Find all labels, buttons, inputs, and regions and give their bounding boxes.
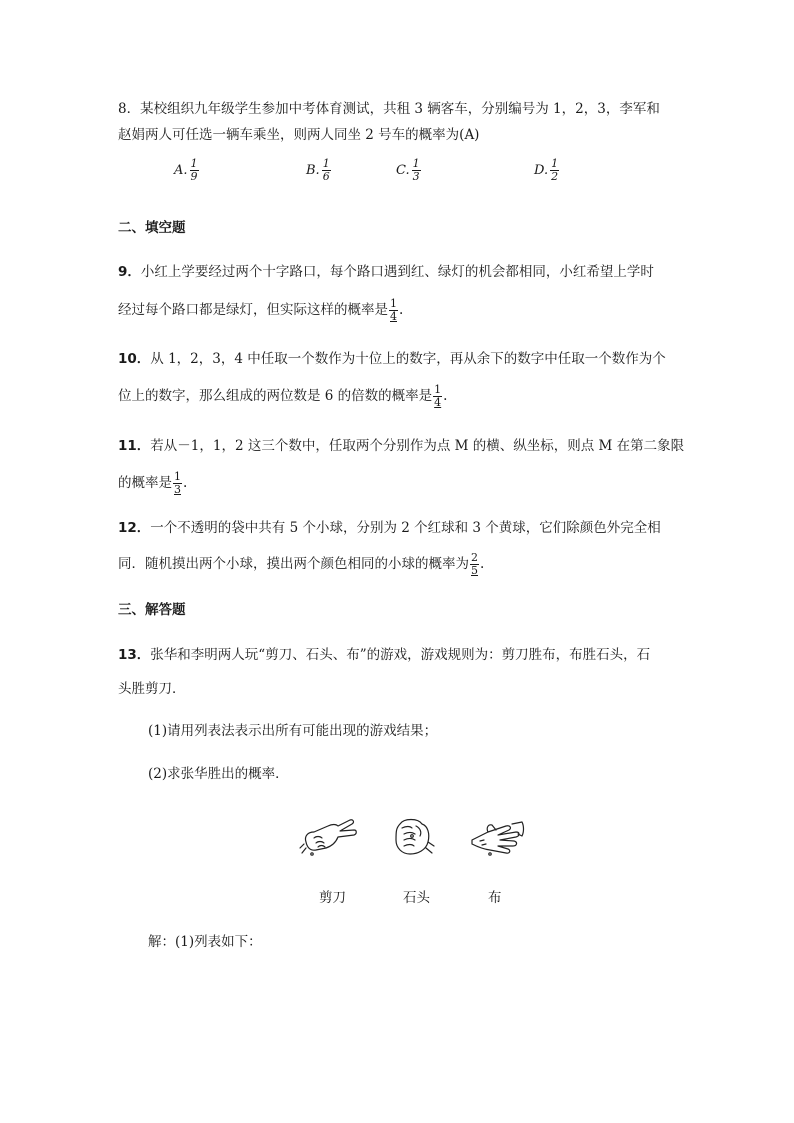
q10-text: 从 1，2，3，4 中任取一个数作为十位上的数字，再从余下的数字中任取一个数作为个 xyxy=(150,351,666,367)
question-number: 12． xyxy=(118,520,151,536)
caption-scissors: 剪刀 xyxy=(319,890,346,906)
q13-line1 xyxy=(118,645,678,665)
q13-subquestion-1: (1)请用列表法表示出所有可能出现的游戏结果； xyxy=(148,723,438,739)
q13-subquestion-2: (2)求张华胜出的概率． xyxy=(148,766,289,782)
rock-fist-icon xyxy=(382,812,444,862)
q13-line2: 头胜剪刀． xyxy=(118,681,186,697)
question-number: 10． xyxy=(118,351,151,367)
paper-palm-icon xyxy=(466,812,528,862)
q13-text: 张华和李明两人玩“剪刀、石头、布”的游戏，游戏规则为：剪刀胜布，布胜石头，石 xyxy=(150,647,651,663)
option-letter: B. xyxy=(306,163,320,178)
q9-line2: 经过每个路口都是绿灯，但实际这样的概率是 $\frac{1}{4}$ . xyxy=(118,297,404,323)
q10-line2: 位上的数字，那么组成的两位数是 6 的倍数的概率是 $\frac{1}{4}$ . xyxy=(118,383,448,409)
q9-line1 xyxy=(118,262,678,282)
option-letter: C. xyxy=(396,163,410,178)
option-fraction: $\frac{1}{9}$ xyxy=(190,157,198,183)
section-heading-fill-in: 二、填空题 xyxy=(118,220,186,236)
q12-line1 xyxy=(118,518,678,538)
option-letter: A. xyxy=(174,163,188,178)
q8-option-b xyxy=(306,158,332,183)
answer-fraction: $\frac{1}{4}$ xyxy=(390,297,397,323)
option-fraction: $\frac{1}{3}$ xyxy=(412,157,420,183)
option-fraction: $\frac{1}{2}$ xyxy=(551,157,559,183)
q10-line1 xyxy=(118,349,678,369)
q11-line2: 的概率是 $\frac{1}{3}$ . xyxy=(118,470,188,496)
q12-line2: 同．随机摸出两个小球，摸出两个颜色相同的小球的概率为 $\frac{2}{5}$ . xyxy=(118,551,485,577)
q11-text: 若从－1，1，2 这三个数中，任取两个分别作为点 M 的横、纵坐标，则点 M 在第二象限 xyxy=(150,438,685,454)
question-number: 11． xyxy=(118,438,151,454)
scissors-hand-icon xyxy=(298,812,360,862)
answer-fraction: $\frac{1}{4}$ xyxy=(434,383,442,409)
q8-option-c xyxy=(396,158,422,183)
q9-text: 小红上学要经过两个十字路口，每个路口遇到红、绿灯的机会都相同，小红希望上学时 xyxy=(140,264,654,280)
answer-fraction: $\frac{1}{3}$ xyxy=(174,470,181,496)
q8-line2: 赵娟两人可任选一辆车乘坐，则两人同坐 2 号车的概率为(A) xyxy=(118,127,480,143)
q11-line1 xyxy=(118,436,685,456)
caption-paper: 布 xyxy=(488,890,502,906)
answer-fraction: $\frac{2}{5}$ xyxy=(471,551,478,577)
question-number: 9． xyxy=(118,264,141,280)
option-letter: D. xyxy=(534,163,549,178)
q8-option-a xyxy=(174,158,200,183)
q12-text: 一个不透明的袋中共有 5 个小球，分别为 2 个红球和 3 个黄球，它们除颜色外完全相 xyxy=(150,520,661,536)
caption-rock: 石头 xyxy=(403,890,430,906)
option-fraction: $\frac{1}{6}$ xyxy=(322,157,330,183)
section-heading-solve: 三、解答题 xyxy=(118,602,186,618)
question-number: 13． xyxy=(118,647,151,663)
q8-line1: 8．某校组织九年级学生参加中考体育测试，共租 3 辆客车，分别编号为 1，2，3，李军和 xyxy=(118,101,660,117)
q13-solution-start: 解：(1)列表如下： xyxy=(148,934,262,950)
q8-option-d xyxy=(534,158,560,183)
